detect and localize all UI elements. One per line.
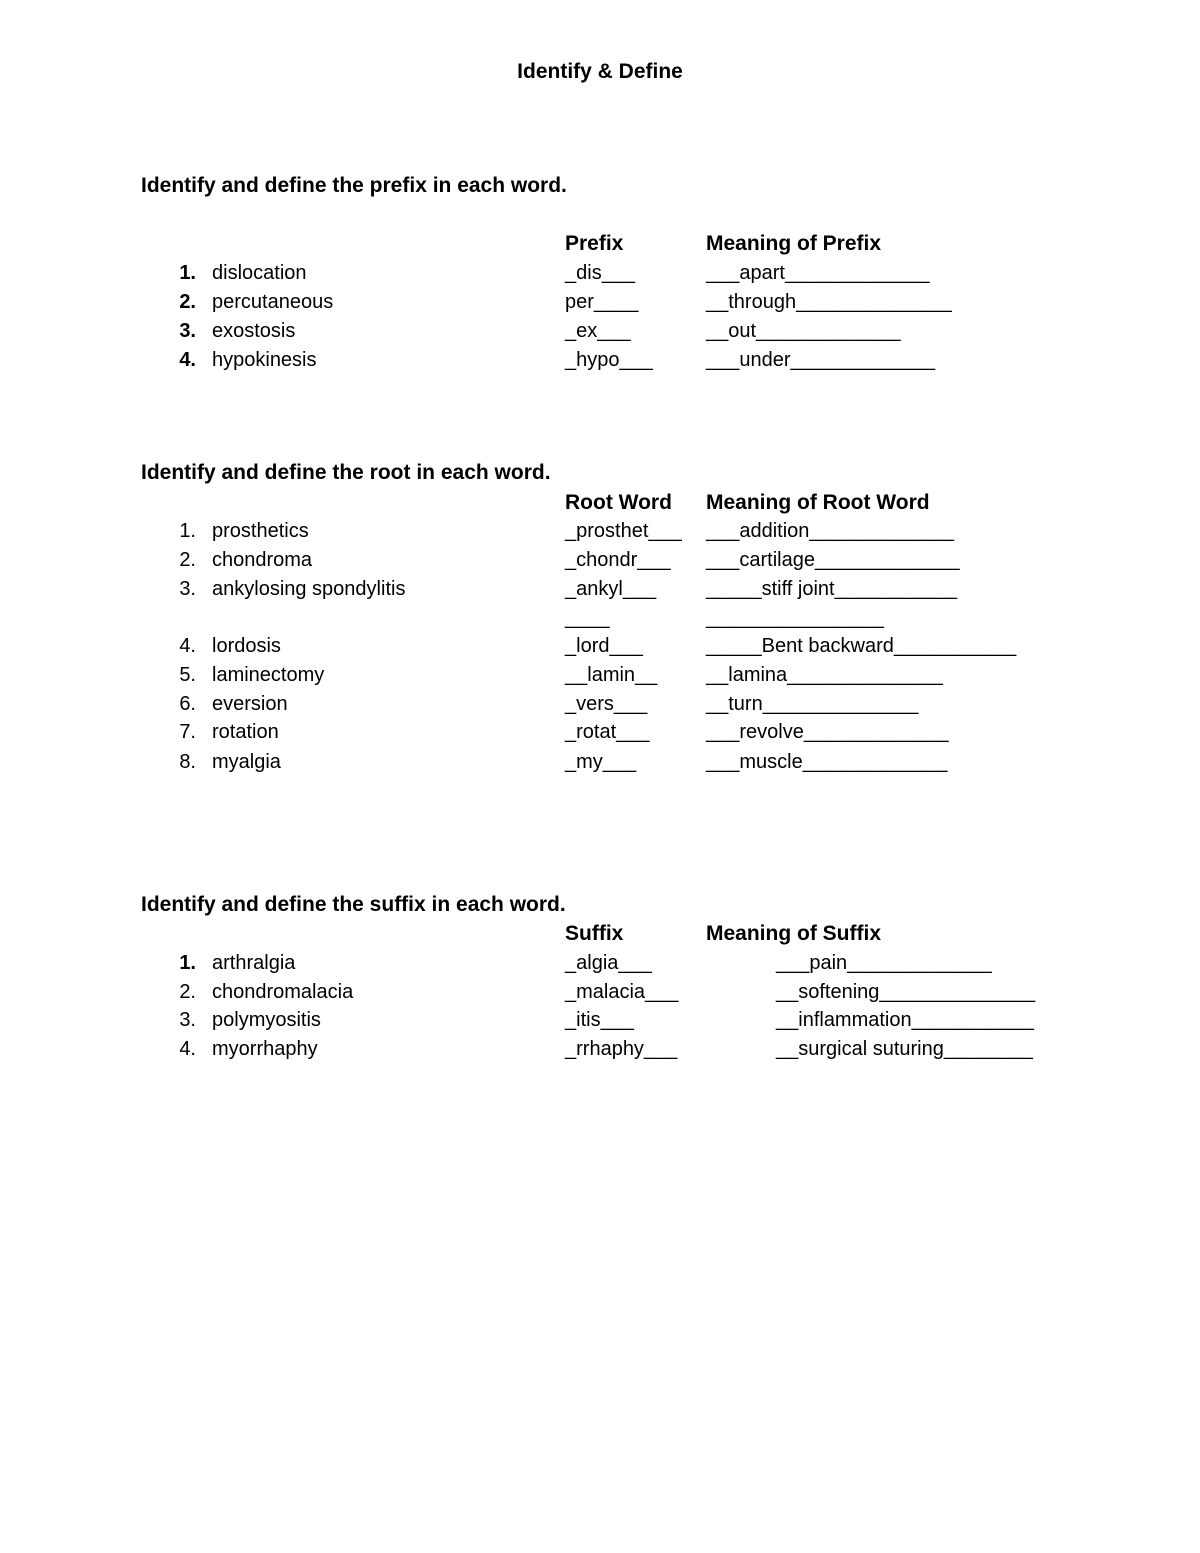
prefix-row bbox=[0, 349, 1200, 378]
item-word: percutaneous bbox=[212, 291, 334, 313]
prefix-answer: per____ bbox=[565, 291, 639, 313]
page-title: Identify & Define bbox=[517, 60, 683, 83]
root-row bbox=[0, 721, 1200, 750]
root-meaning-answer: ___revolve_____________ bbox=[706, 721, 949, 743]
suffix-column-header: Suffix bbox=[565, 922, 624, 945]
item-number: 4. bbox=[179, 635, 196, 657]
prefix-row bbox=[0, 320, 1200, 349]
root-meaning-answer: __turn______________ bbox=[706, 693, 919, 715]
suffix-answer: _itis___ bbox=[565, 1009, 634, 1031]
root-answer: ____ bbox=[565, 607, 610, 629]
item-number: 8. bbox=[179, 751, 196, 773]
item-word: laminectomy bbox=[212, 664, 325, 686]
root-row bbox=[0, 693, 1200, 722]
prefix-meaning-answer: __through______________ bbox=[706, 291, 952, 313]
root-answer: _vers___ bbox=[565, 693, 648, 715]
root-row bbox=[0, 578, 1200, 607]
item-number: 2. bbox=[179, 291, 196, 313]
suffix-row bbox=[0, 1009, 1200, 1038]
suffix-answer: _algia___ bbox=[565, 952, 652, 974]
root-meaning-answer: __lamina______________ bbox=[706, 664, 943, 686]
suffix-section-heading: Identify and define the suffix in each word. bbox=[141, 893, 566, 916]
root-answer: _lord___ bbox=[565, 635, 643, 657]
item-word: chondroma bbox=[212, 549, 313, 571]
root-meaning-answer: ___cartilage_____________ bbox=[706, 549, 960, 571]
item-number: 6. bbox=[179, 693, 196, 715]
item-word: polymyositis bbox=[212, 1009, 321, 1031]
root-word-column-header: Root Word bbox=[565, 491, 672, 514]
root-row bbox=[0, 635, 1200, 664]
suffix-meaning-answer: __surgical suturing________ bbox=[776, 1038, 1033, 1060]
root-answer: __lamin__ bbox=[565, 664, 658, 686]
item-word: prosthetics bbox=[212, 520, 309, 542]
suffix-meaning-answer: __softening______________ bbox=[776, 981, 1036, 1003]
root-section-heading: Identify and define the root in each word. bbox=[141, 461, 551, 484]
suffix-answer: _rrhaphy___ bbox=[565, 1038, 678, 1060]
item-number: 3. bbox=[179, 578, 196, 600]
root-answer: _my___ bbox=[565, 751, 637, 773]
prefix-meaning-answer: ___apart_____________ bbox=[706, 262, 930, 284]
suffix-row bbox=[0, 1038, 1200, 1067]
item-number: 7. bbox=[179, 721, 196, 743]
item-number: 1. bbox=[179, 520, 196, 542]
root-row bbox=[0, 549, 1200, 578]
suffix-row bbox=[0, 981, 1200, 1010]
suffix-meaning-answer: __inflammation___________ bbox=[776, 1009, 1034, 1031]
suffix-row bbox=[0, 952, 1200, 981]
root-meaning-column-header: Meaning of Root Word bbox=[706, 491, 930, 514]
prefix-meaning-answer: ___under_____________ bbox=[706, 349, 936, 371]
root-row-continuation bbox=[0, 607, 1200, 636]
prefix-column-header: Prefix bbox=[565, 232, 624, 255]
prefix-answer: _dis___ bbox=[565, 262, 636, 284]
item-number: 1. bbox=[179, 262, 196, 284]
suffix-meaning-answer: ___pain_____________ bbox=[776, 952, 992, 974]
prefix-row bbox=[0, 291, 1200, 320]
item-word: dislocation bbox=[212, 262, 307, 284]
item-number: 4. bbox=[179, 1038, 196, 1060]
prefix-answer: _ex___ bbox=[565, 320, 631, 342]
root-meaning-answer: _____Bent backward___________ bbox=[706, 635, 1017, 657]
item-number: 2. bbox=[179, 981, 196, 1003]
root-meaning-answer: ___muscle_____________ bbox=[706, 751, 948, 773]
root-meaning-answer: ___addition_____________ bbox=[706, 520, 955, 542]
item-word: hypokinesis bbox=[212, 349, 317, 371]
prefix-row bbox=[0, 262, 1200, 291]
prefix-meaning-answer: __out_____________ bbox=[706, 320, 901, 342]
item-word: arthralgia bbox=[212, 952, 296, 974]
root-answer: _rotat___ bbox=[565, 721, 650, 743]
item-number: 4. bbox=[179, 349, 196, 371]
root-row bbox=[0, 664, 1200, 693]
item-number: 3. bbox=[179, 1009, 196, 1031]
item-word: eversion bbox=[212, 693, 288, 715]
item-word: exostosis bbox=[212, 320, 296, 342]
root-answer: _ankyl___ bbox=[565, 578, 657, 600]
item-number: 3. bbox=[179, 320, 196, 342]
root-answer: _prosthet___ bbox=[565, 520, 682, 542]
item-word: rotation bbox=[212, 721, 279, 743]
item-number: 5. bbox=[179, 664, 196, 686]
root-answer: _chondr___ bbox=[565, 549, 671, 571]
root-meaning-answer: _____stiff joint___________ bbox=[706, 578, 957, 600]
root-row bbox=[0, 751, 1200, 780]
suffix-meaning-column-header: Meaning of Suffix bbox=[706, 922, 881, 945]
root-meaning-answer: ________________ bbox=[706, 607, 884, 629]
item-word: chondromalacia bbox=[212, 981, 354, 1003]
item-word: ankylosing spondylitis bbox=[212, 578, 406, 600]
item-number: 2. bbox=[179, 549, 196, 571]
item-word: lordosis bbox=[212, 635, 281, 657]
prefix-answer: _hypo___ bbox=[565, 349, 653, 371]
item-number: 1. bbox=[179, 952, 196, 974]
item-word: myorrhaphy bbox=[212, 1038, 318, 1060]
prefix-section-heading: Identify and define the prefix in each word. bbox=[141, 174, 567, 197]
suffix-answer: _malacia___ bbox=[565, 981, 679, 1003]
item-word: myalgia bbox=[212, 751, 281, 773]
root-row bbox=[0, 520, 1200, 549]
prefix-meaning-column-header: Meaning of Prefix bbox=[706, 232, 882, 255]
